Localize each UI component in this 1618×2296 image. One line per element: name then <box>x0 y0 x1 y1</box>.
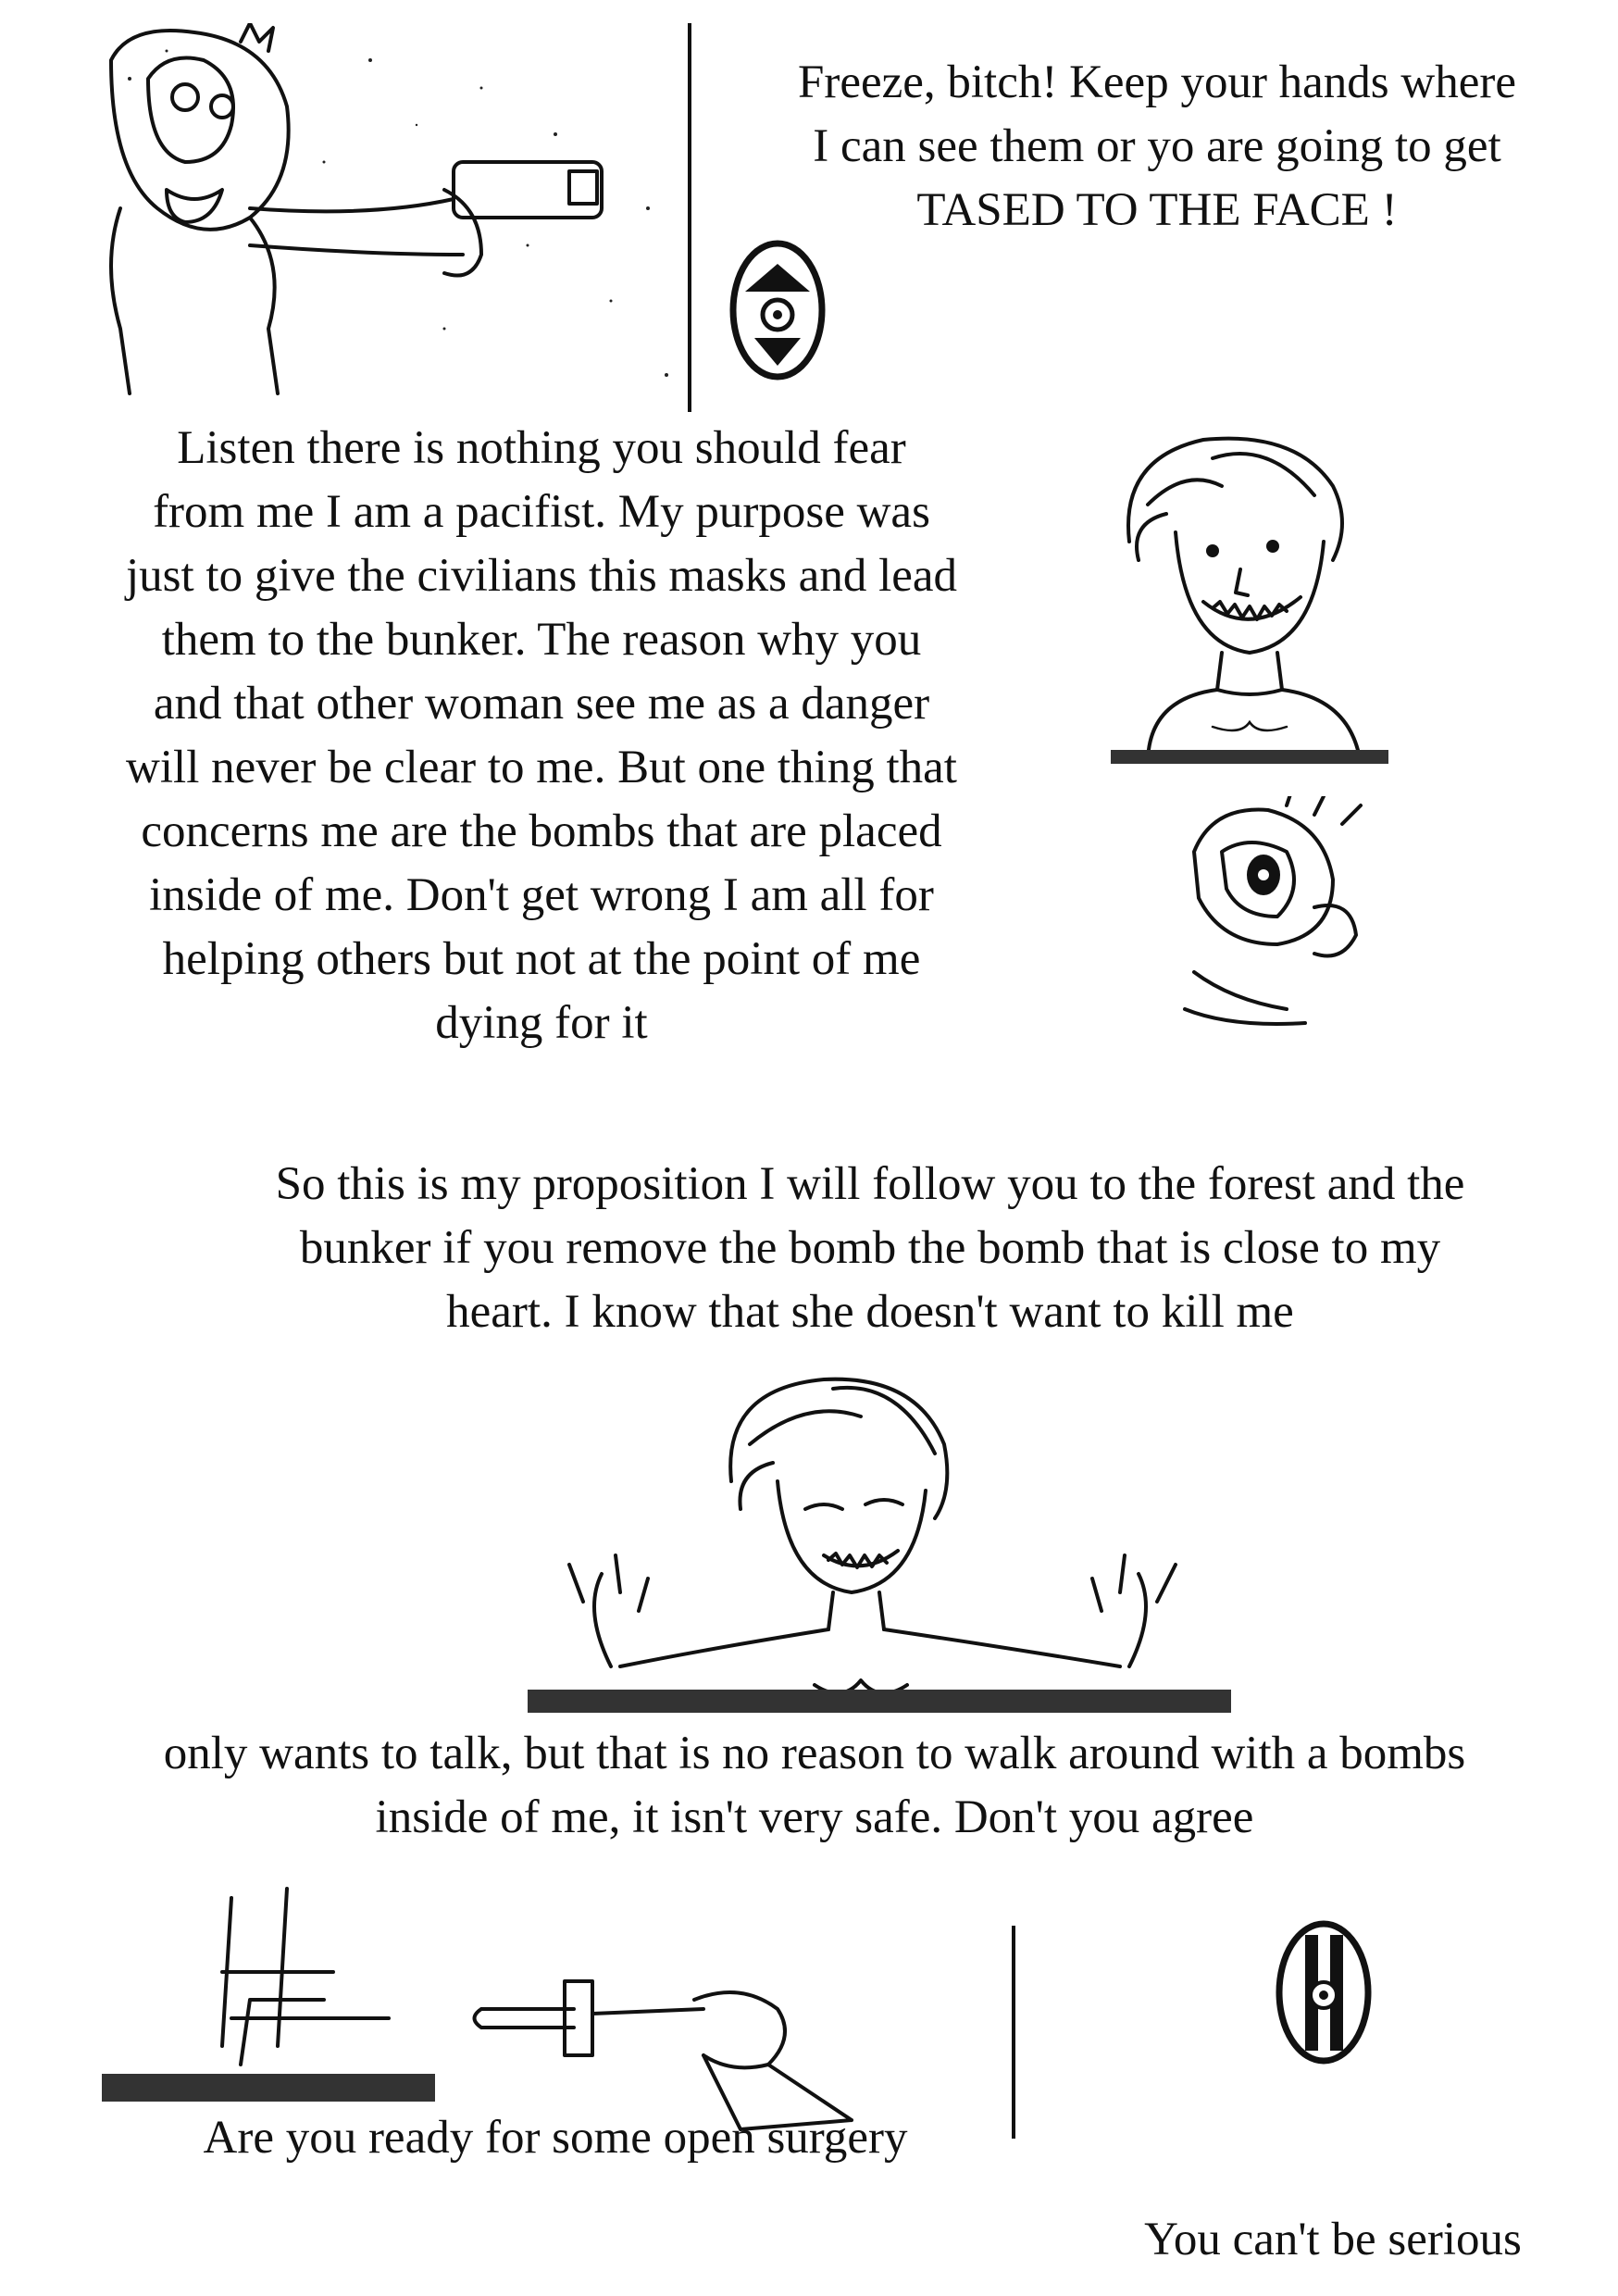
caption-listen-line-2: from me I am a pacifist. My purpose was <box>153 486 930 538</box>
woman-shrug-drawing <box>528 1370 1231 1713</box>
mask-hand-drawing <box>1176 796 1379 1028</box>
mask-emblem-icon-2 <box>1273 1916 1375 2069</box>
caption-listen-line-6: will never be clear to me. But one thing that <box>126 742 957 793</box>
caption-proposition-line-2: bunker if you remove the bomb the bomb that is close to my <box>299 1222 1441 1274</box>
mask-emblem-1 <box>727 236 828 384</box>
caption-listen-line-10: dying for it <box>435 997 648 1049</box>
caption-serious: You can't be serious <box>1144 2214 1522 2265</box>
caption-listen-line-3: just to give the civilians this masks and lead <box>125 550 958 602</box>
panel-taser-figure <box>93 23 694 412</box>
caption-talk-line-1: only wants to talk, but that is no reason to walk around with a bombs <box>163 1728 1466 1779</box>
caption-listen-line-1: Listen there is nothing you should fear <box>177 422 906 474</box>
caption-surgery: Are you ready for some open surgery <box>203 2112 908 2164</box>
caption-talk-line-2: inside of me, it isn't very safe. Don't you agree <box>375 1791 1254 1843</box>
operating-table-drawing <box>93 1879 435 2102</box>
caption-listen <box>56 417 1027 1055</box>
panel-operating-table <box>93 1879 435 2102</box>
caption-freeze-line-3: TASED TO THE FACE ! <box>916 184 1398 236</box>
caption-listen-line-5: and that other woman see me as a danger <box>153 678 930 730</box>
mask-emblem-icon <box>727 236 828 384</box>
caption-freeze-line-2: I can see them or yo are going to get <box>813 120 1501 172</box>
mask-emblem-2 <box>1273 1916 1375 2069</box>
caption-proposition-line-3: heart. I know that she doesn't want to kill me <box>446 1286 1294 1338</box>
woman-grin-drawing <box>1111 430 1388 764</box>
caption-listen-line-9: helping others but not at the point of me <box>162 933 921 985</box>
caption-proposition-line-1: So this is my proposition I will follow you to the forest and the <box>275 1158 1465 1210</box>
caption-listen-line-7: concerns me are the bombs that are placed <box>141 805 942 857</box>
caption-proposition <box>185 1153 1555 1344</box>
caption-talk <box>37 1722 1592 1850</box>
caption-listen-line-4: them to the bunker. The reason why you <box>161 614 922 666</box>
panel-mask-hand <box>1176 796 1379 1028</box>
caption-listen-line-8: inside of me. Don't get wrong I am all for <box>149 869 934 921</box>
taser-figure-drawing <box>93 23 694 412</box>
panel-woman-shrug <box>528 1370 1231 1713</box>
caption-freeze-line-1: Freeze, bitch! Keep your hands where <box>797 56 1516 108</box>
caption-freeze <box>722 51 1592 243</box>
panel-woman-grin <box>1111 430 1388 764</box>
